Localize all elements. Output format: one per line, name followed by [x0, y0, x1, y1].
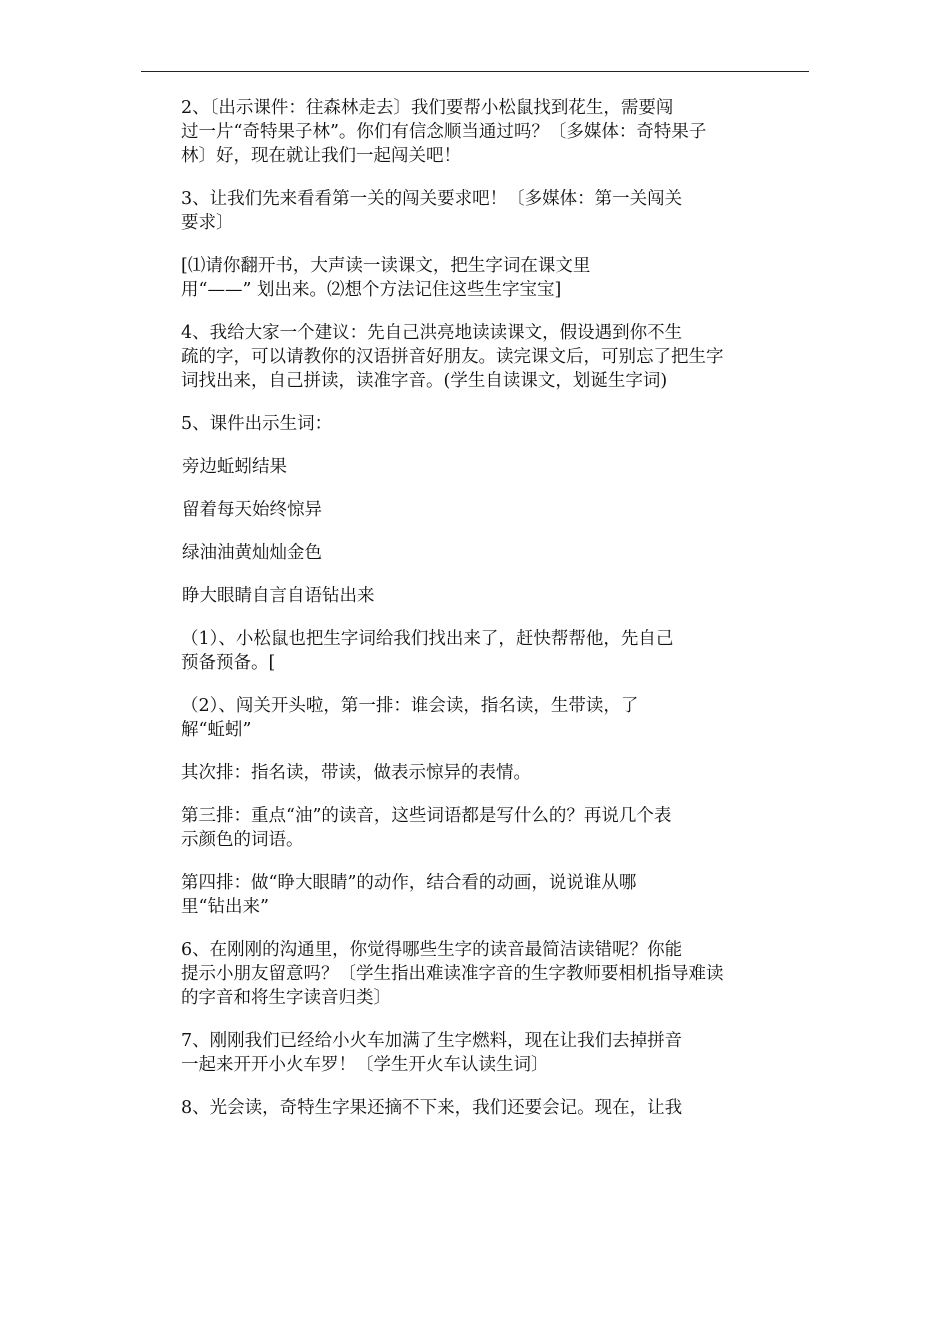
- text-line: 第四排：做“睁大眼睛”的动作，结合看的动画，说说谁从哪: [181, 873, 637, 893]
- paragraph: [145, 412, 745, 436]
- text-line: 8、光会读，奇特生字果还摘不下来，我们还要会记。现在，让我: [181, 1098, 683, 1118]
- paragraph: [145, 627, 745, 675]
- text-line: （1）、小松鼠也把生字词给我们找出来了，赶快帮帮他，先自己: [181, 629, 674, 649]
- text-line: （2）、闯关开头啦，第一排：谁会读，指名读，生带读，了: [181, 696, 639, 716]
- vocabulary-line: 绿油油黄灿灿金色: [182, 543, 322, 563]
- document-body: [145, 96, 745, 1139]
- text-line: 要求〕: [181, 213, 234, 233]
- paragraph: [145, 1029, 745, 1077]
- text-line: 7、刚刚我们已经给小火车加满了生字燃料，现在让我们去掉拼音: [181, 1031, 683, 1051]
- text-line: 示颜色的词语。: [181, 830, 304, 850]
- text-line: 用“——” 划出来。⑵想个方法记住这些生字宝宝]: [181, 280, 562, 300]
- paragraph: [145, 938, 745, 1010]
- text-line: 提示小朋友留意吗？〔学生指出难读准字音的生字教师要相机指导难读: [181, 964, 724, 984]
- paragraph: [145, 694, 745, 742]
- vocabulary-line: 留着每天始终惊异: [182, 500, 322, 520]
- paragraph: [145, 254, 745, 302]
- section-intro: [145, 96, 745, 436]
- text-line: 5、课件出示生词：: [181, 414, 333, 434]
- text-line: 词找出来，自己拼读，读准字音。(学生自读课文，划诞生字词): [181, 371, 668, 391]
- text-line: 的字音和将生字读音归类〕: [181, 988, 391, 1008]
- text-line: 里“钻出来”: [181, 897, 269, 917]
- text-line: 林〕好，现在就让我们一起闯关吧！: [181, 146, 461, 166]
- text-line: 解“蚯蚓”: [181, 720, 252, 740]
- text-line: [⑴请你翻开书，大声读一读课文，把生字词在课文里: [181, 256, 591, 276]
- header-rule: [141, 71, 809, 72]
- paragraph: [145, 1096, 745, 1120]
- paragraph: [145, 871, 745, 919]
- text-line: 3、让我们先来看看第一关的闯关要求吧！〔多媒体：第一关闯关: [181, 189, 683, 209]
- text-line: 第三排：重点“油”的读音，这些词语都是写什么的？再说几个表: [181, 806, 672, 826]
- paragraph: [145, 187, 745, 235]
- text-line: 疏的字，可以请教你的汉语拼音好朋友。读完课文后，可别忘了把生字: [181, 347, 724, 367]
- text-line: 其次排：指名读，带读，做表示惊异的表情。: [181, 763, 531, 783]
- text-line: 6、在刚刚的沟通里，你觉得哪些生字的读音最简洁读错呢？你能: [181, 940, 683, 960]
- text-line: 2、〔出示课件：往森林走去〕我们要帮小松鼠找到花生，需要闯: [181, 98, 674, 118]
- paragraph: [145, 321, 745, 393]
- text-line: 一起来开开小火车罗！〔学生开火车认读生词〕: [181, 1055, 549, 1075]
- paragraph: [145, 761, 745, 785]
- section-steps: [145, 627, 745, 1120]
- paragraph: [145, 96, 745, 168]
- paragraph: [145, 804, 745, 852]
- text-line: 预备预备。[: [181, 653, 276, 673]
- vocabulary-line: 睁大眼睛自言自语钻出来: [182, 586, 375, 606]
- section-words: [145, 455, 745, 608]
- text-line: 过一片“奇特果子林”。你们有信念顺当通过吗？〔多媒体：奇特果子: [181, 122, 707, 142]
- text-line: 4、我给大家一个建议：先自己洪亮地读读课文，假设遇到你不生: [181, 323, 683, 343]
- vocabulary-line: 旁边蚯蚓结果: [182, 457, 287, 477]
